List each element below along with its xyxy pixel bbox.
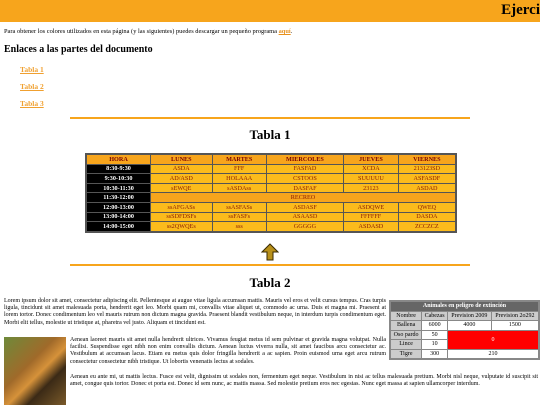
intro-text: Para obtener los colores utilizados en esta página (y las siguientes) puedes descargar un pequeño programa aquí.	[4, 28, 293, 35]
table-header-row: HORA LUNES MARTES MIERCOLES JUEVES VIERNES	[86, 154, 456, 164]
table-caption: Animales en peligro de extinción	[390, 301, 539, 311]
table-row: 9:30-10:30 AD/ASD HOLAAA CSTOOS SUUUUU ASFASDF	[86, 174, 456, 184]
table-row: Oso pardo 50 0	[390, 330, 539, 340]
download-link[interactable]: aquí	[278, 28, 291, 35]
table-row: 14:00-15:00 ss2QWQEs sss GGGGG ASDASD ZCCZCZ	[86, 222, 456, 232]
link-tabla-3[interactable]: Tabla 3	[20, 99, 44, 108]
table-row: 13:00-14:00 ssSDFDSFs ssFASFs ASAASD FFFFFF DASDA	[86, 212, 456, 222]
schedule-table	[85, 153, 457, 233]
link-tabla-2[interactable]: Tabla 2	[20, 82, 44, 91]
toc-heading: Enlaces a las partes del documento	[4, 44, 153, 55]
header-banner	[0, 0, 540, 22]
back-to-top-arrow-icon[interactable]	[261, 243, 279, 261]
endangered-animals-table	[389, 300, 540, 360]
lorem-paragraph-3: Aenean eu ante mi, ut mattis lectus. Fusce est velit, dignissim ut sodales non, fermentum eget neque. Vestibulum in nisi ac tellus malesuada pretium. Morbi nisl neque, vulputate id suscipit sit amet, congue quis tortor. Donec et porta est. Donec id sem nunc, ac mattis massa. Sed molestie pretium eros nec egestas. Nunc eget massa at sapien ullamcorper interdum.	[70, 374, 538, 388]
tabla2-title: Tabla 2	[249, 275, 291, 290]
table-row: 8:30-9:30 ASDA FFF FASFAD XCDA 213123SD	[86, 164, 456, 174]
table-row: 10:30-11:30 sEWQE sASDAss DASFAF 23123 ASDAD	[86, 183, 456, 193]
divider	[70, 264, 470, 266]
table-row: 12:00-13:00 ssAFGASs ssASFASs ASDASF ASDQWE QWEQ	[86, 202, 456, 212]
lorem-paragraph-2: Aenean laoreet mauris sit amet nulla hendrerit ultrices. Vivamus feugiat metus id sem pulvinar et gravida magna volutpat. Nulla facilisi. Suspendisse eget nibh non enim convallis dictum. Aenean luctus viverra nulla, sit amet faucibus arcu consectetur ac. Vestibulum at accumsan lacus. Etiam eu metus quis dolor fringilla hendrerit a ac sapien. Proin euismod urna eget arcu rutrum consectetur consectetur nibh tristique. Ut lobortis venenatis lectus at sodales.	[70, 337, 386, 365]
tiger-image	[4, 337, 66, 405]
tabla1-title: Tabla 1	[249, 127, 291, 142]
table-row: Tigre 300 210	[390, 349, 539, 359]
table-header-row: Nombre Cabezas Prevision 2009 Prevision 2o292	[390, 311, 539, 321]
link-tabla-1[interactable]: Tabla 1	[20, 65, 44, 74]
table-row: Ballena 6000 4000 1500	[390, 321, 539, 331]
table-row-recreo: 11:30-12:00 RECREO	[86, 193, 456, 203]
page-title: Ejerci	[501, 2, 540, 18]
divider	[70, 117, 470, 119]
lorem-paragraph-1: Lorem ipsum dolor sit amet, consectetur adipiscing elit. Pellentesque at augue vitae ligula accumsan mattis. Mauris vel eros et velit cursus tempus. Cras turpis ligula, tincidunt sit amet malesuada porta, hendrerit eget leo. Morbi quam mi, convallis vitae aliquet ut, commodo ac urna. Duis et magna mi. Praesent at lorem tortor. Donec condimentum leo vel mauris rutrum non dictum magna gravida. Praesent blandit vestibulum neque, in interdum turpis condimentum eget. Morbi elit tellus, molestie ut tristique at, pharetra vel justo. Aliquam et tincidunt est.	[4, 298, 386, 326]
table-row: Lince 10	[390, 340, 539, 350]
